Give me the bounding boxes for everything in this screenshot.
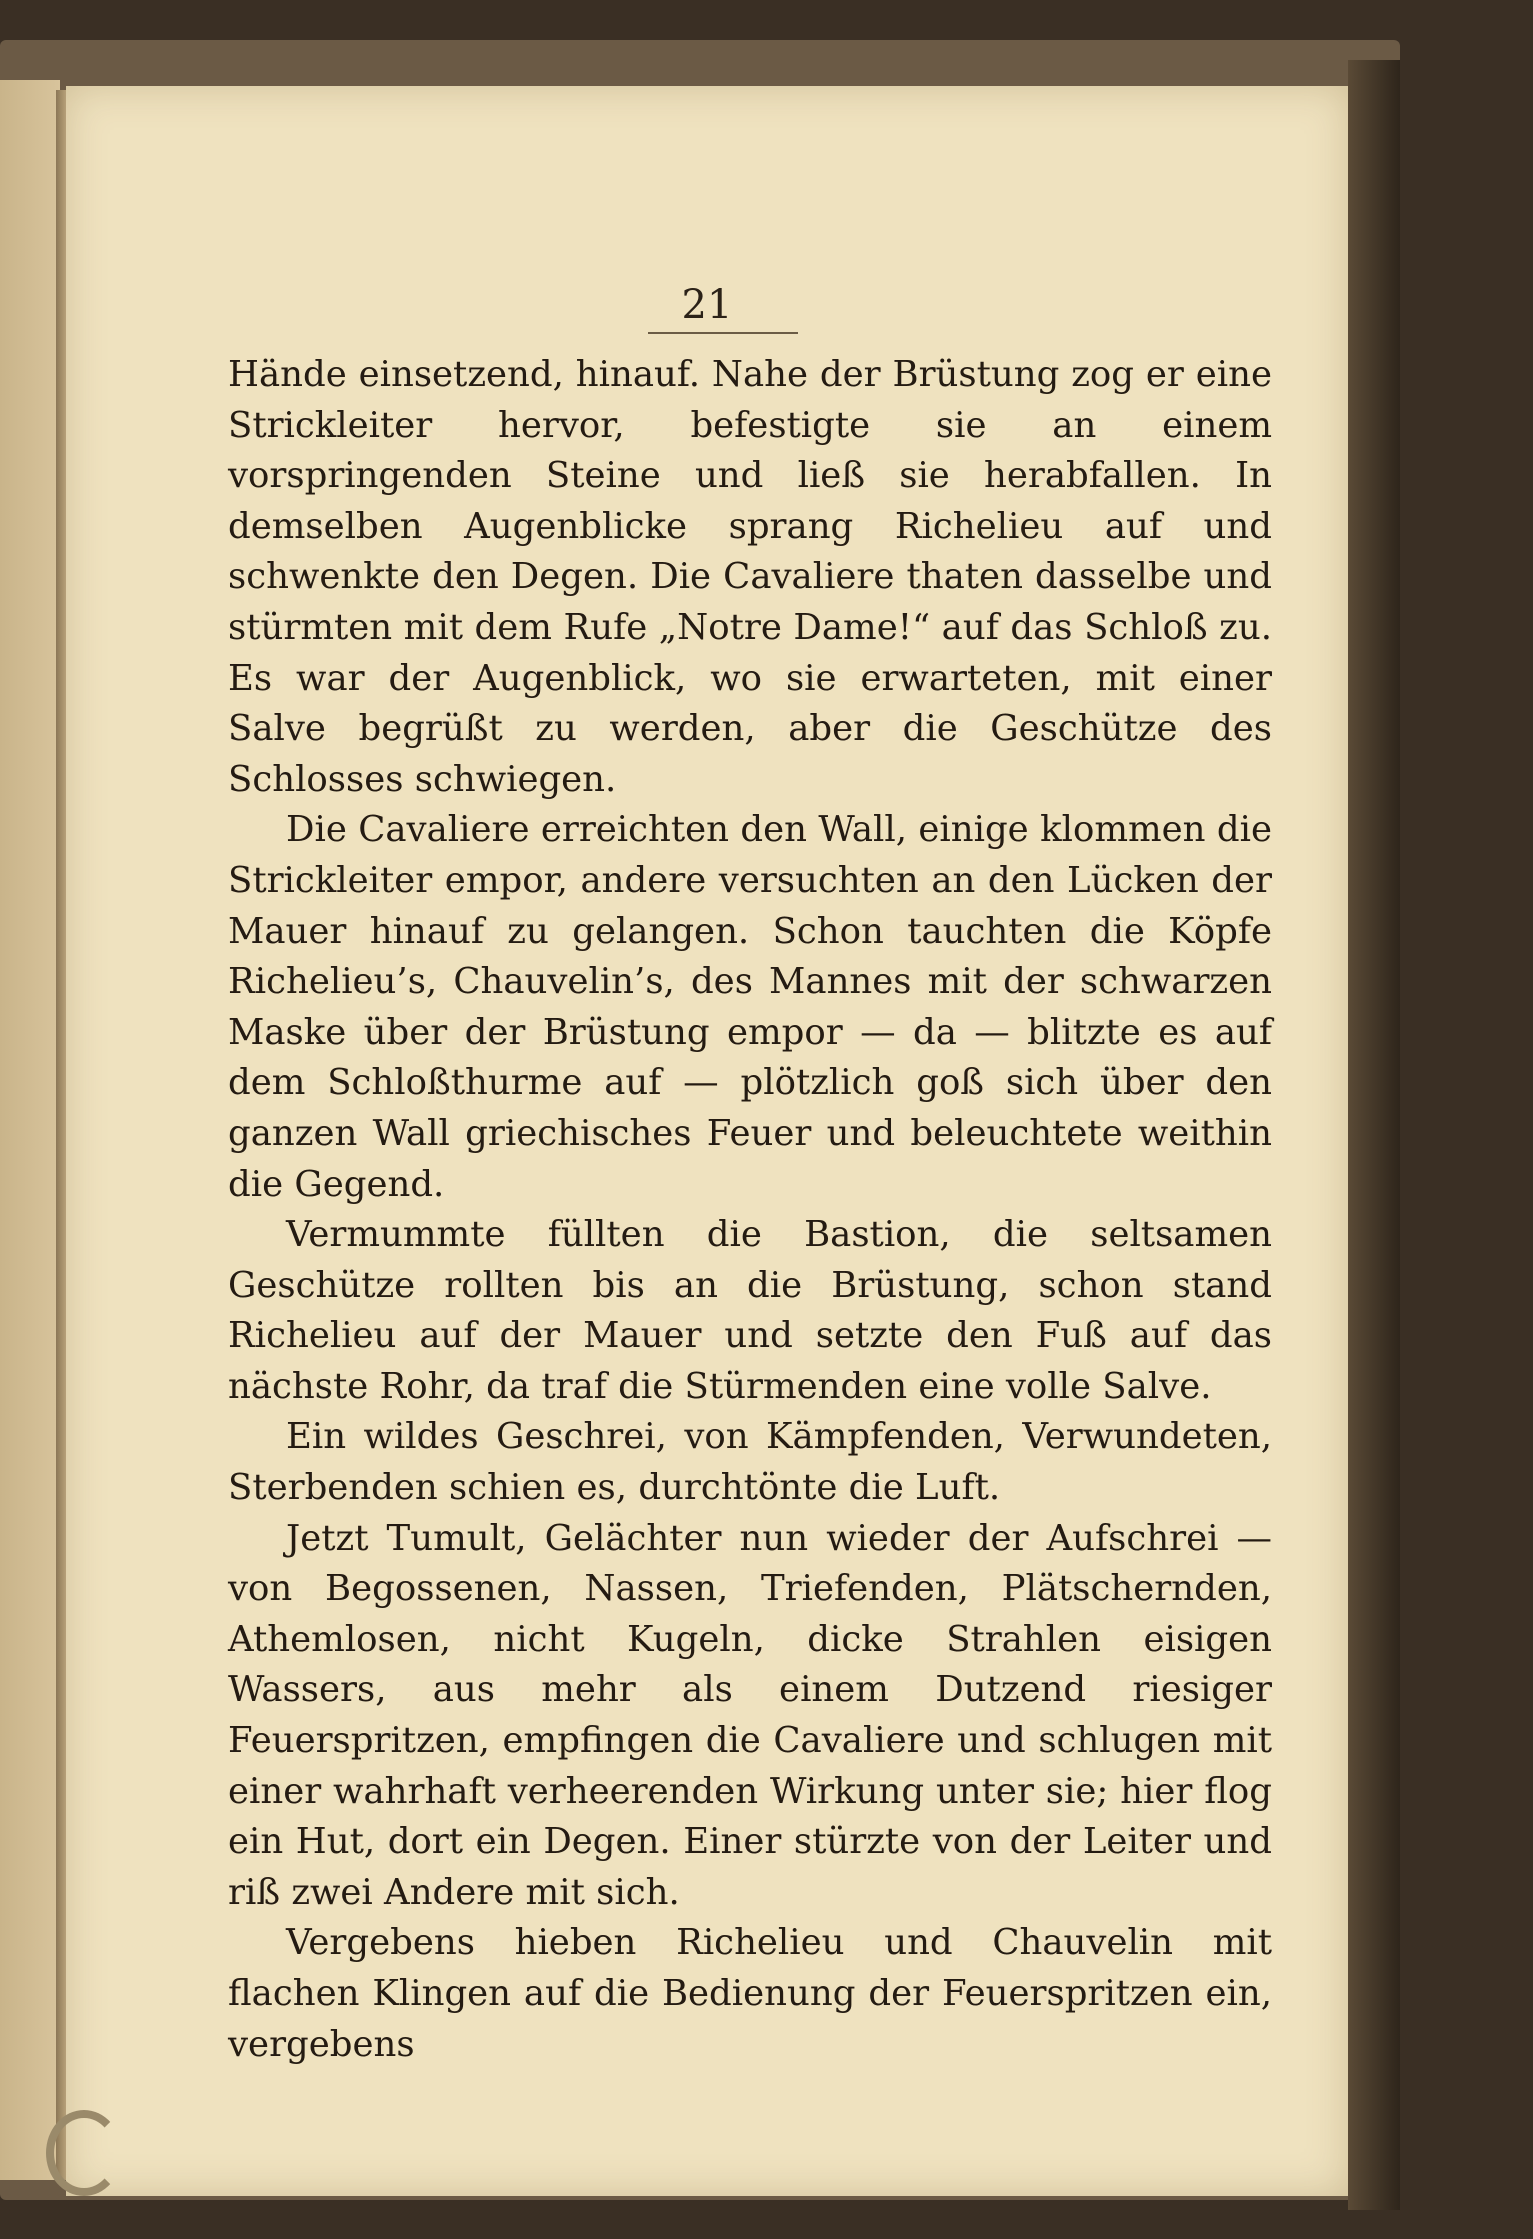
- book-right-edge: [1348, 60, 1400, 2210]
- left-page-edge: [0, 80, 60, 2180]
- page-number-rule: [648, 332, 798, 334]
- book-page: [66, 86, 1348, 2196]
- paragraph-5: Jetzt Tumult, Gelächter nun wieder der Aufschrei — von Begossenen, Nassen, Triefenden, Plätschernden, Athemlosen, nicht Kugeln, dicke Strahlen eisigen Wassers, aus mehr als einem Dutzend riesiger Feuerspritzen, empfingen die Cavaliere und schlugen mit einer wahrhaft verheerenden Wirkung unter sie; hier flog ein Hut, dort ein Degen. Einer stürzte von der Leiter und riß zwei Andere mit sich.: [228, 1517, 1272, 1913]
- paragraph-2: Die Cavaliere erreichten den Wall, einige klommen die Strickleiter empor, andere versuchten an den Lücken der Mauer hinauf zu gelangen. Schon tauchten die Köpfe Richelieu’s, Chauvelin’s, des Mannes mit der schwarzen Maske über der Brüstung empor — da — blitzte es auf dem Schloßthurme auf — plötzlich goß sich über den ganzen Wall griechisches Feuer und beleuchtete weithin die Gegend.: [228, 809, 1272, 1205]
- page-number: 21: [681, 282, 733, 328]
- body-text: [228, 350, 1272, 2070]
- binding-ring: [46, 2110, 122, 2196]
- paragraph-1: Hände einsetzend, hinauf. Nahe der Brüstung zog er eine Strickleiter hervor, befestigte sie an einem vorspringenden Steine und ließ sie herabfallen. In demselben Augenblicke sprang Richelieu auf und schwenkte den Degen. Die Cavaliere thaten dasselbe und stürmten mit dem Rufe „Notre Dame!“ auf das Schloß zu. Es war der Augenblick, wo sie erwarteten, mit einer Salve begrüßt zu werden, aber die Geschütze des Schlosses schwiegen.: [228, 354, 1272, 800]
- paragraph-3: Vermummte füllten die Bastion, die seltsamen Geschütze rollten bis an die Brüstung, schon stand Richelieu auf der Mauer und setzte den Fuß auf das nächste Rohr, da traf die Stürmenden eine volle Salve.: [228, 1214, 1272, 1407]
- paragraph-4: Ein wildes Geschrei, von Kämpfenden, Verwundeten, Sterbenden schien es, durchtönte die Luft.: [228, 1416, 1272, 1509]
- paragraph-6: Vergebens hieben Richelieu und Chauvelin mit flachen Klingen auf die Bedienung der Feuerspritzen ein, vergebens: [228, 1922, 1272, 2065]
